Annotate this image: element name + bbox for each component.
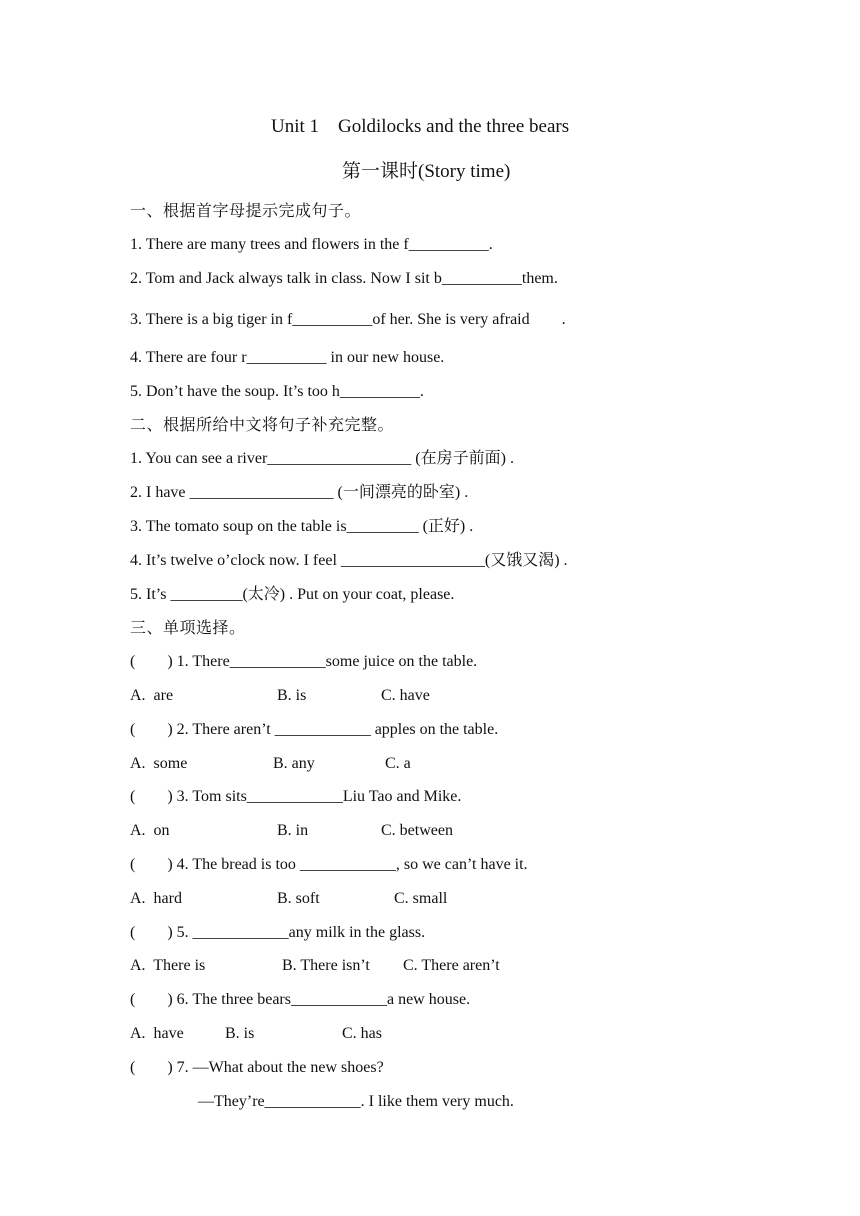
q1-option-c: C. have	[381, 687, 430, 704]
q5-option-b: B. There isn’t	[282, 957, 370, 974]
q5-option-c: C. There aren’t	[403, 957, 500, 974]
q1-stem: ( ) 1. There____________some juice on the table.	[130, 653, 478, 670]
q2-option-c: C. a	[385, 755, 411, 772]
q6-option-b: B. is	[225, 1025, 255, 1042]
q7-stem: ( ) 7. —What about the new shoes?	[130, 1059, 384, 1076]
q4-option-c: C. small	[394, 890, 448, 907]
q1-option-a: A. are	[130, 687, 174, 704]
page-title: Unit 1 Goldilocks and the three bears	[271, 116, 570, 137]
q2-option-b: B. any	[273, 755, 315, 772]
section-1-heading: 一、根据首字母提示完成句子。	[130, 203, 362, 220]
q3-option-b: B. in	[277, 822, 309, 839]
q3-option-a: A. on	[130, 822, 170, 839]
q1-option-b: B. is	[277, 687, 307, 704]
section-3-heading: 三、单项选择。	[130, 620, 246, 637]
s2-item-4: 4. It’s twelve o’clock now. I feel __________________(又饿又渴) .	[130, 552, 568, 569]
q6-option-c: C. has	[342, 1025, 382, 1042]
s2-item-3: 3. The tomato soup on the table is_________ (正好) .	[130, 518, 474, 535]
q3-stem: ( ) 3. Tom sits____________Liu Tao and Mike.	[130, 788, 462, 805]
q6-stem: ( ) 6. The three bears____________a new house.	[130, 991, 471, 1008]
q2-option-a: A. some	[130, 755, 188, 772]
page-subtitle: 第一课时(Story time)	[342, 161, 511, 182]
q4-stem: ( ) 4. The bread is too ____________, so we can’t have it.	[130, 856, 528, 873]
q7-reply: —They’re____________. I like them very much.	[198, 1093, 514, 1110]
s2-item-1: 1. You can see a river__________________ (在房子前面) .	[130, 450, 514, 467]
q2-stem: ( ) 2. There aren’t ____________ apples on the table.	[130, 721, 499, 738]
s1-item-5: 5. Don’t have the soup. It’s too h__________.	[130, 383, 424, 400]
q4-option-b: B. soft	[277, 890, 320, 907]
q3-option-c: C. between	[381, 822, 453, 839]
q6-option-a: A. have	[130, 1025, 184, 1042]
s1-item-3: 3. There is a big tiger in f__________of her. She is very afraid .	[130, 311, 566, 328]
section-2-heading: 二、根据所给中文将句子补充完整。	[130, 417, 395, 434]
q5-option-a: A. There is	[130, 957, 206, 974]
s1-item-1: 1. There are many trees and flowers in the f__________.	[130, 236, 493, 253]
s2-item-5: 5. It’s _________(太冷) . Put on your coat, please.	[130, 586, 455, 603]
s2-item-2: 2. I have __________________ (一间漂亮的卧室) .	[130, 484, 469, 501]
q5-stem: ( ) 5. ____________any milk in the glass.	[130, 924, 426, 941]
s1-item-4: 4. There are four r__________ in our new house.	[130, 349, 445, 366]
s1-item-2: 2. Tom and Jack always talk in class. Now I sit b__________them.	[130, 270, 558, 287]
q4-option-a: A. hard	[130, 890, 182, 907]
